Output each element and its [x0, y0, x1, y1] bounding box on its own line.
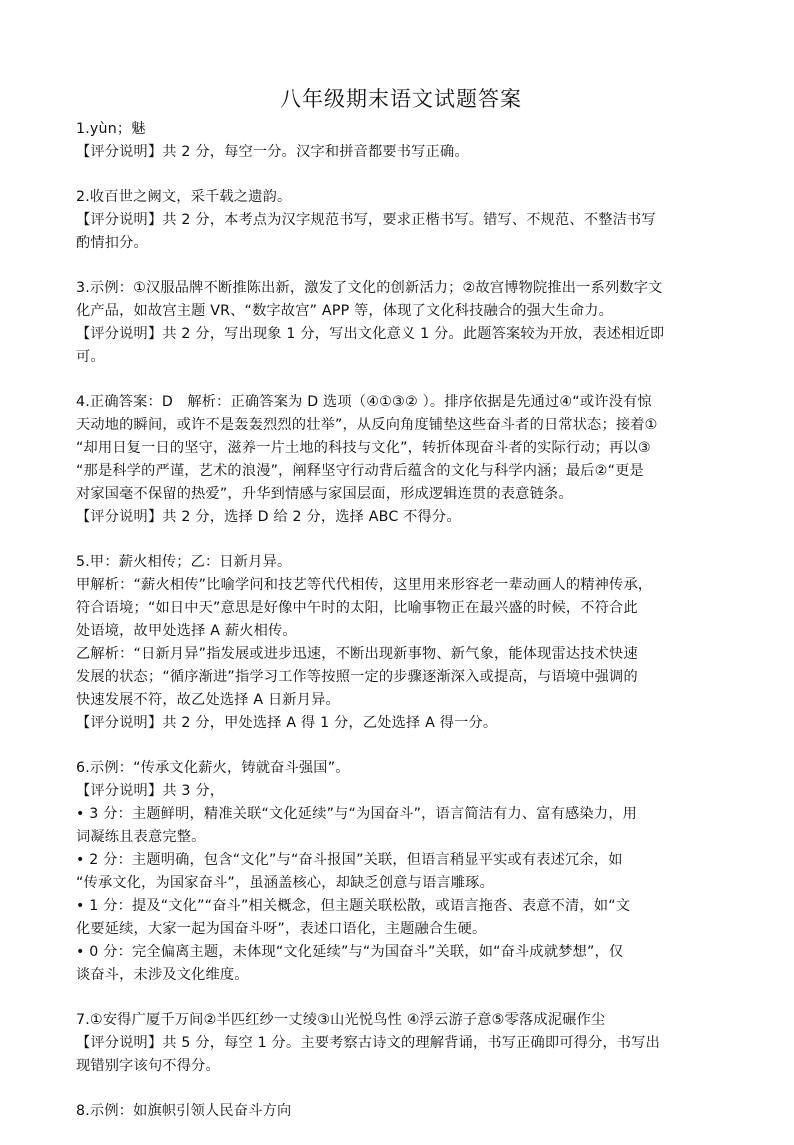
answer-block-6: [76, 757, 726, 987]
answer-line: 6.示例：“传承文化薪火，铸就奋斗强国”。: [76, 760, 350, 776]
answer-block-5: [76, 551, 726, 735]
answer-line: “那是科学的严谨，艺术的浪漫”，阐释坚守行动背后蕴含的文化与科学内涵；最后②“更是: [76, 463, 644, 479]
answer-line: 4.正确答案：D 解析：正确答案为 D 选项（④①③② ）。排序依据是先通过④“或许没有惊: [76, 394, 652, 410]
answer-line: 【评分说明】共 5 分，每空 1 分。主要考察古诗文的理解背诵，书写正确即可得分，书写出: [76, 1035, 661, 1051]
answer-line: 8.示例：如旗帜引领人民奋斗方向: [76, 1103, 292, 1119]
answer-line: 化要延续，大家一起为国奋斗呀”，表述口语化，主题融合生硬。: [76, 921, 487, 937]
answer-line: 【评分说明】共 2 分，甲处选择 A 得 1 分，乙处选择 A 得一分。: [76, 715, 498, 731]
answer-line: “传承文化，为国家奋斗”，虽涵盖核心，却缺乏创意与语言雕琢。: [76, 875, 494, 891]
answer-line: • 2 分：主题明确，包含“文化”与“奋斗报国”关联，但语言稍显平实或有表述冗余，如: [76, 852, 623, 868]
answer-line: 乙解析：“日新月异”指发展或进步迅速，不断出现新事物、新气象，能体现雷达技术快速: [76, 646, 638, 662]
document-title: 八年级期末语文试题答案: [280, 87, 522, 111]
answer-line: 处语境，故甲处选择 A 薪火相传。: [76, 623, 297, 639]
answer-line: 现错别字该句不得分。: [76, 1058, 220, 1074]
answer-block-3: [76, 277, 726, 369]
answer-block-1: [76, 118, 726, 164]
answer-line: 符合语境；“如日中天”意思是好像中午时的太阳，比喻事物正在最兴盛的时候，不符合此: [76, 600, 638, 616]
answer-line: 酌情扣分。: [76, 235, 148, 251]
answer-line: 天动地的瞬间，或许不是轰轰烈烈的壮举”，从反向角度铺垫这些奋斗者的日常状态；接着①: [76, 417, 658, 433]
answer-line: 化产品，如故宫主题 VR、“数字故宫” APP 等，体现了文化科技融合的强大生命力。: [76, 303, 614, 319]
answer-line: 【评分说明】共 2 分，每空一分。汉字和拼音都要书写正确。: [76, 144, 469, 160]
answer-line: 发展的状态；“循序渐进”指学习工作等按照一定的步骤逐渐深入或提高，与语境中强调的: [76, 669, 638, 685]
answer-line: 快速发展不符，故乙处选择 A 日新月异。: [76, 692, 340, 708]
answer-block-7: [76, 1009, 726, 1078]
answer-line: • 3 分：主题鲜明，精准关联“文化延续”与“为国奋斗”，语言简洁有力、富有感染力，用: [76, 806, 637, 822]
answer-line: • 0 分：完全偏离主题，未体现“文化延续”与“为国奋斗”关联，如“奋斗成就梦想”，仅: [76, 944, 624, 960]
answer-line: • 1 分：提及“文化”“奋斗”相关概念，但主题关联松散，或语言拖沓、表意不清，如“文: [76, 898, 631, 914]
answer-line: 3.示例：①汉服品牌不断推陈出新，激发了文化的创新活力；②故宫博物院推出一系列数字文: [76, 280, 663, 296]
answer-line: “却用日复一日的坚守，滋养一片土地的科技与文化”，转折体现奋斗者的实际行动；再以③: [76, 440, 651, 456]
answer-line: 谈奋斗，未涉及文化维度。: [76, 967, 249, 983]
answer-line: 5.甲：薪火相传；乙：日新月异。: [76, 554, 292, 570]
answer-line: 对家国毫不保留的热爱”，升华到情感与家国层面，形成逻辑连贯的表意链条。: [76, 486, 573, 502]
answer-line: 甲解析：“薪火相传”比喻学问和技艺等代代相传，这里用来形容老一辈动画人的精神传承，: [76, 577, 653, 593]
answer-line: 7.①安得广厦千万间②半匹红纱一丈绫③山光悦鸟性 ④浮云游子意⑤零落成泥碾作尘: [76, 1012, 606, 1028]
answer-line: 【评分说明】共 3 分，: [76, 783, 225, 799]
answer-line: 【评分说明】共 2 分，写出现象 1 分，写出文化意义 1 分。此题答案较为开放，表述相近即: [76, 326, 665, 342]
answer-line: 1.yùn；魅: [76, 121, 146, 137]
answer-line: 【评分说明】共 2 分，选择 D 给 2 分，选择 ABC 不得分。: [76, 509, 461, 525]
answer-line: 可。: [76, 349, 105, 365]
answer-block-4: [76, 391, 726, 529]
answer-block-2: [76, 186, 726, 255]
answer-list: [76, 118, 726, 1145]
answer-line: 2.收百世之阙文，采千载之遗韵。: [76, 189, 292, 205]
answer-line: 【评分说明】共 2 分，本考点为汉字规范书写，要求正楷书写。错写、不规范、不整洁书写: [76, 212, 656, 228]
answer-line: 词凝练且表意完整。: [76, 829, 206, 845]
answer-block-8: [76, 1100, 726, 1123]
